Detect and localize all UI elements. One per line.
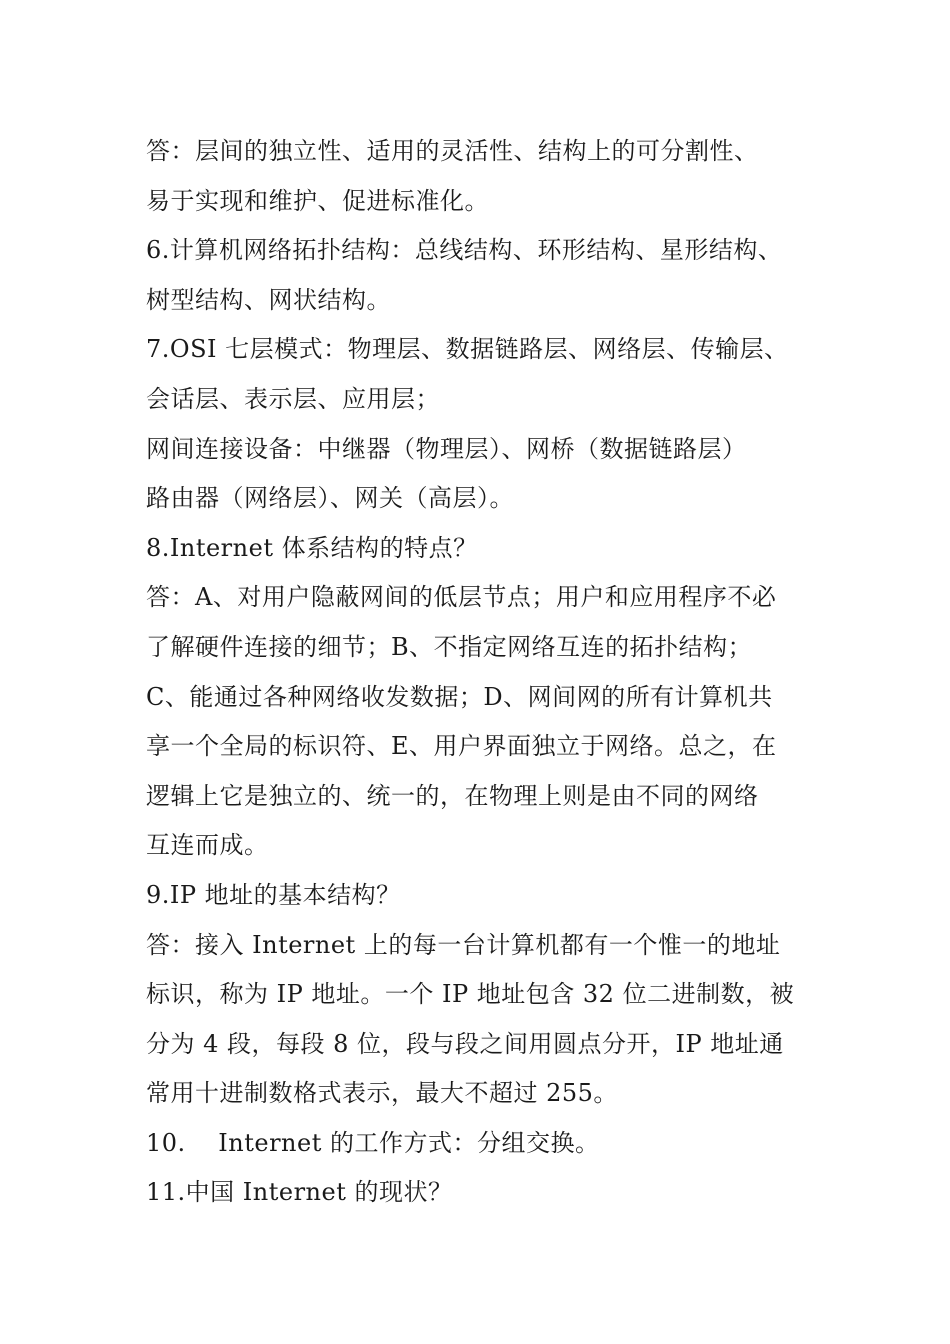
text-line: 7.OSI 七层模式：物理层、数据链路层、网络层、传输层、: [146, 335, 789, 364]
text-line: 标识，称为 IP 地址。一个 IP 地址包含 32 位二进制数，被: [146, 980, 795, 1009]
text-line: 了解硬件连接的细节；B、不指定网络互连的拓扑结构；: [146, 632, 753, 661]
text-line: 分为 4 段，每段 8 位，段与段之间用圆点分开，IP 地址通: [146, 1029, 784, 1058]
text-line: 11.中国 Internet 的现状？: [146, 1178, 453, 1207]
text-line: 答：层间的独立性、适用的灵活性、结构上的可分割性、: [146, 137, 759, 165]
text-line: 答：A、对用户隐蔽网间的低层节点；用户和应用程序不必: [146, 583, 777, 612]
text-line: 逻辑上它是独立的、统一的，在物理上则是由不同的网络: [146, 781, 759, 810]
text-line: 8.Internet 体系结构的特点？: [146, 533, 478, 562]
text-line: 答：接入 Internet 上的每一台计算机都有一个惟一的地址: [146, 930, 781, 959]
text-line: 10. Internet 的工作方式：分组交换。: [146, 1128, 600, 1157]
text-line: 会话层、表示层、应用层；: [146, 384, 440, 413]
text-line: 树型结构、网状结构。: [146, 285, 391, 314]
text-line: 路由器（网络层）、网关（高层）。: [146, 484, 514, 513]
text-line: 互连而成。: [146, 831, 269, 860]
text-line: 6.计算机网络拓扑结构：总线结构、环形结构、星形结构、: [146, 236, 783, 265]
text-line: 享一个全局的标识符、E、用户界面独立于网络。总之，在: [146, 732, 777, 761]
text-line: C、能通过各种网络收发数据；D、网间网的所有计算机共: [146, 682, 773, 711]
text-line: 网间连接设备：中继器（物理层）、网桥（数据链路层）: [146, 434, 747, 463]
text-line: 9.IP 地址的基本结构？: [146, 880, 401, 909]
text-line: 易于实现和维护、促进标准化。: [146, 186, 489, 215]
document-body: [146, 127, 836, 1218]
text-line: 常用十进制数格式表示，最大不超过 255。: [146, 1079, 618, 1108]
